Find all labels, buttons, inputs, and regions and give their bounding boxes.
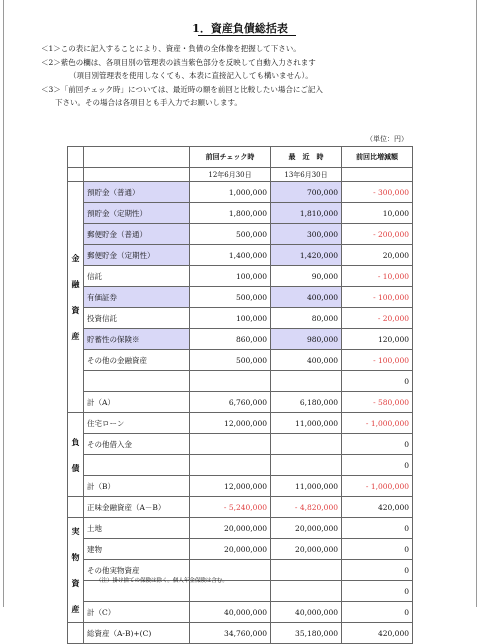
prev-value: 34,760,000 <box>190 623 271 644</box>
row-label: 郵便貯金（定期性） <box>84 245 190 266</box>
category-char: 融 <box>71 279 80 289</box>
prev-value: 100,000 <box>190 308 271 329</box>
diff-value: - 100,000 <box>342 287 413 308</box>
row-label: その他実物資産 <box>84 560 190 581</box>
table-row <box>68 371 413 392</box>
net-financial-row <box>68 497 413 518</box>
current-value: - 4,820,000 <box>271 497 342 518</box>
row-label: 預貯金（定期性） <box>84 203 190 224</box>
note-2: ＜2＞紫色の欄は、各項目別の管理表の該当紫色部分を反映して自動入力されます <box>41 57 316 67</box>
table-row <box>68 455 413 476</box>
category-char: 資 <box>71 578 80 588</box>
prev-value: 500,000 <box>190 224 271 245</box>
table-row <box>68 518 413 539</box>
current-value: 1,420,000 <box>271 245 342 266</box>
diff-value: 0 <box>342 539 413 560</box>
current-value: 11,000,000 <box>271 413 342 434</box>
diff-value: 0 <box>342 560 413 581</box>
prev-value: 1,000,000 <box>190 182 271 203</box>
prev-value: 500,000 <box>190 350 271 371</box>
diff-value: - 300,000 <box>342 182 413 203</box>
current-value <box>271 560 342 581</box>
current-value: 1,810,000 <box>271 203 342 224</box>
prev-value <box>190 434 271 455</box>
header-prev: 前回チェック時 <box>190 147 271 168</box>
prev-value: 12,000,000 <box>190 476 271 497</box>
table-row <box>68 308 413 329</box>
category-char: 負 <box>71 436 80 447</box>
current-value: 700,000 <box>271 182 342 203</box>
diff-value: 120,000 <box>342 329 413 350</box>
header-current: 最 近 時 <box>271 147 342 168</box>
prev-value: 100,000 <box>190 266 271 287</box>
category-char: 産 <box>71 604 80 614</box>
table-row <box>68 350 413 371</box>
prev-value: 12,000,000 <box>190 413 271 434</box>
current-value: 11,000,000 <box>271 476 342 497</box>
table-row <box>68 266 413 287</box>
diff-value: 10,000 <box>342 203 413 224</box>
current-value: 35,180,000 <box>271 623 342 644</box>
row-label: 郵便貯金（普通） <box>84 224 190 245</box>
date-row <box>68 168 413 182</box>
row-label: 総資産（A-B)+(C) <box>84 623 190 644</box>
instructions <box>41 42 461 110</box>
diff-value: 420,000 <box>342 623 413 644</box>
note-2-cont: （項目別管理表を使用しなくても、本表に直接記入しても構いません）。 <box>69 71 313 80</box>
prev-value: 500,000 <box>190 287 271 308</box>
diff-value: - 1,000,000 <box>342 413 413 434</box>
row-label: 信託 <box>84 266 190 287</box>
category-char: 物 <box>71 552 80 562</box>
current-value <box>271 455 342 476</box>
current-value: 20,000,000 <box>271 518 342 539</box>
physical-total-row <box>68 602 413 623</box>
table-row <box>68 413 413 434</box>
current-value: 40,000,000 <box>271 602 342 623</box>
diff-value: 0 <box>342 581 413 602</box>
page-title: 1．資産負債総括表 <box>192 22 288 35</box>
prev-value: 1,800,000 <box>190 203 271 224</box>
row-label: 計（C） <box>84 602 190 623</box>
row-label: 貯蓄性の保険※ <box>84 329 190 350</box>
current-value <box>271 434 342 455</box>
category-liabilities <box>68 413 84 497</box>
current-value: 20,000,000 <box>271 539 342 560</box>
table-row <box>68 539 413 560</box>
current-value <box>271 581 342 602</box>
diff-value: - 20,000 <box>342 308 413 329</box>
category-financial-assets <box>68 182 84 413</box>
header-diff: 前回比増減額 <box>342 147 413 168</box>
current-value: 80,000 <box>271 308 342 329</box>
category-char: 実 <box>71 526 80 536</box>
diff-value: 420,000 <box>342 497 413 518</box>
category-char: 債 <box>71 462 80 473</box>
page-edge-left <box>3 0 4 607</box>
unit-label: （単位：円） <box>366 135 408 143</box>
row-label: 建物 <box>84 539 190 560</box>
diff-value: 0 <box>342 518 413 539</box>
prev-value <box>190 371 271 392</box>
row-label: 投資信託 <box>84 308 190 329</box>
prev-value: 20,000,000 <box>190 518 271 539</box>
current-date: 13年6月30日 <box>271 168 342 182</box>
row-label: 預貯金（普通） <box>84 182 190 203</box>
row-label <box>84 455 190 476</box>
row-label: 正味金融資産（A－B） <box>84 497 190 518</box>
current-value <box>271 371 342 392</box>
diff-value: - 1,000,000 <box>342 476 413 497</box>
note-3-cont: 下さい。その場合は各項目とも手入力でお願いします。 <box>55 98 242 107</box>
grand-total-row <box>68 623 413 644</box>
row-label: 有価証券 <box>84 287 190 308</box>
diff-value: - 200,000 <box>342 224 413 245</box>
row-label: 土地 <box>84 518 190 539</box>
category-cell <box>68 497 84 518</box>
current-value: 90,000 <box>271 266 342 287</box>
row-label: 計（B） <box>84 476 190 497</box>
prev-value: 1,400,000 <box>190 245 271 266</box>
liability-total-row <box>68 476 413 497</box>
diff-value: 0 <box>342 434 413 455</box>
diff-value: 0 <box>342 602 413 623</box>
diff-value: 20,000 <box>342 245 413 266</box>
footnote: （注）掛け捨ての保険は除く。個人年金保険は含む。 <box>96 578 228 584</box>
diff-value: 0 <box>342 371 413 392</box>
prev-date: 12年6月30日 <box>190 168 271 182</box>
row-label: その他の金融資産 <box>84 350 190 371</box>
category-char: 資 <box>71 305 80 315</box>
category-char: 金 <box>71 253 80 263</box>
current-value: 980,000 <box>271 329 342 350</box>
diff-value: - 10,000 <box>342 266 413 287</box>
balance-sheet-table <box>67 146 413 644</box>
table-row <box>68 224 413 245</box>
prev-value: 20,000,000 <box>190 539 271 560</box>
page-edge-right <box>476 0 477 607</box>
table-row <box>68 329 413 350</box>
note-3: ＜3＞「前回チェック時」については、最近時の額を前回と比較したい場合にご記入 <box>41 84 323 94</box>
category-cell <box>68 623 84 644</box>
diff-value: - 580,000 <box>342 392 413 413</box>
current-value: 300,000 <box>271 224 342 245</box>
row-label: 計（A） <box>84 392 190 413</box>
row-label <box>84 371 190 392</box>
title-underline <box>198 35 296 36</box>
table-row <box>68 245 413 266</box>
row-label: その他借入金 <box>84 434 190 455</box>
prev-value <box>190 455 271 476</box>
prev-value: 6,760,000 <box>190 392 271 413</box>
table-row <box>68 434 413 455</box>
prev-value: 40,000,000 <box>190 602 271 623</box>
table-row <box>68 203 413 224</box>
financial-total-row <box>68 392 413 413</box>
current-value: 400,000 <box>271 350 342 371</box>
diff-value: - 100,000 <box>342 350 413 371</box>
category-char: 産 <box>71 331 80 341</box>
table-row <box>68 287 413 308</box>
current-value: 6,180,000 <box>271 392 342 413</box>
prev-value: 860,000 <box>190 329 271 350</box>
diff-value: 0 <box>342 455 413 476</box>
current-value: 400,000 <box>271 287 342 308</box>
prev-value: - 5,240,000 <box>190 497 271 518</box>
table-row <box>68 182 413 203</box>
row-label: 住宅ローン <box>84 413 190 434</box>
note-1: ＜1＞この表に記入することにより、資産・負債の全体像を把握して下さい。 <box>41 44 301 53</box>
header-row <box>68 147 413 168</box>
